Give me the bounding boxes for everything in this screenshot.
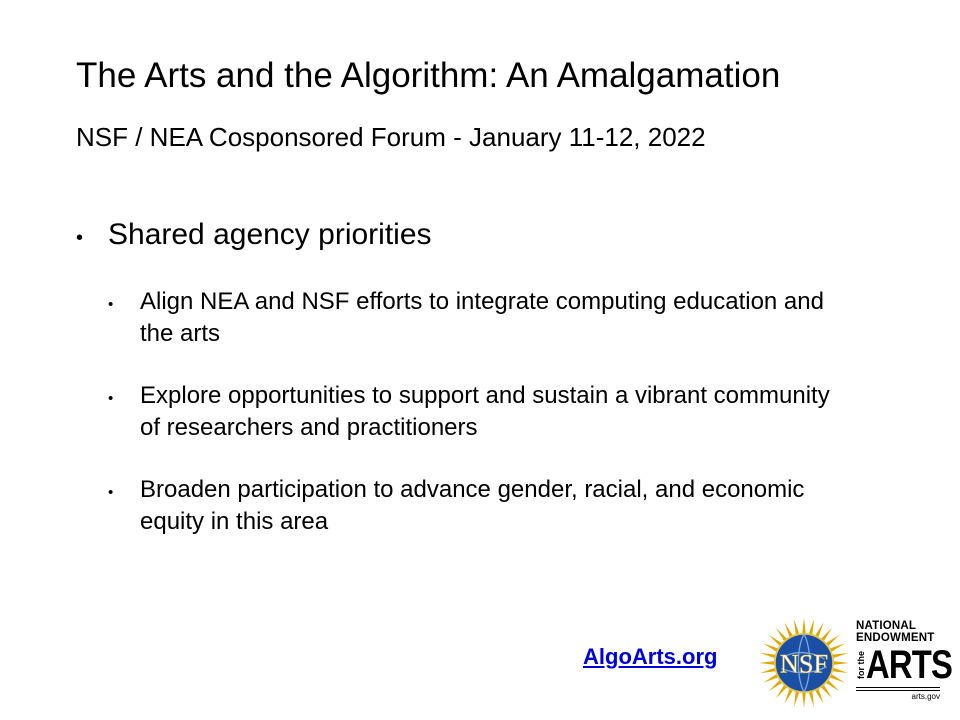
sub-bullet [108,474,848,538]
nsf-logo-text: NSF [779,649,829,679]
bullet-icon: • [108,484,114,501]
sub-bullet-text: Broaden participation to advance gender, racial, and economic equity in this area [140,476,805,535]
nsf-ray [802,691,806,708]
nea-site: arts.gov [911,692,940,701]
sub-bullet [108,380,848,444]
bullet-icon: • [108,296,114,313]
nsf-logo-icon [757,616,851,710]
nea-line2: ENDOWMENT [856,632,935,644]
sub-bullet-text: Align NEA and NSF efforts to integrate computing education and the arts [140,288,824,347]
bullet-icon: • [76,227,84,249]
nsf-ray [832,661,849,665]
sub-bullet [108,286,848,350]
nea-for-the: for the [856,651,866,679]
sub-bullet-text: Explore opportunities to support and sustain a vibrant community of researchers and practitioners [140,382,830,441]
main-bullet-text: Shared agency priorities [108,218,432,251]
bullet-icon: • [108,390,114,407]
nsf-ray [759,661,776,665]
nsf-ray [802,618,806,635]
slide-title: The Arts and the Algorithm: An Amalgamation [76,56,781,95]
algoarts-link[interactable]: AlgoArts.org [583,644,718,669]
slide-subtitle: NSF / NEA Cosponsored Forum - January 11-12, 2022 [76,122,706,152]
main-bullet [76,218,876,252]
nea-logo [856,620,953,702]
nea-line1: NATIONAL [856,620,917,632]
nea-arts: ARTS [866,643,953,687]
sub-bullet-list [108,286,848,568]
nea-divider [856,687,940,691]
